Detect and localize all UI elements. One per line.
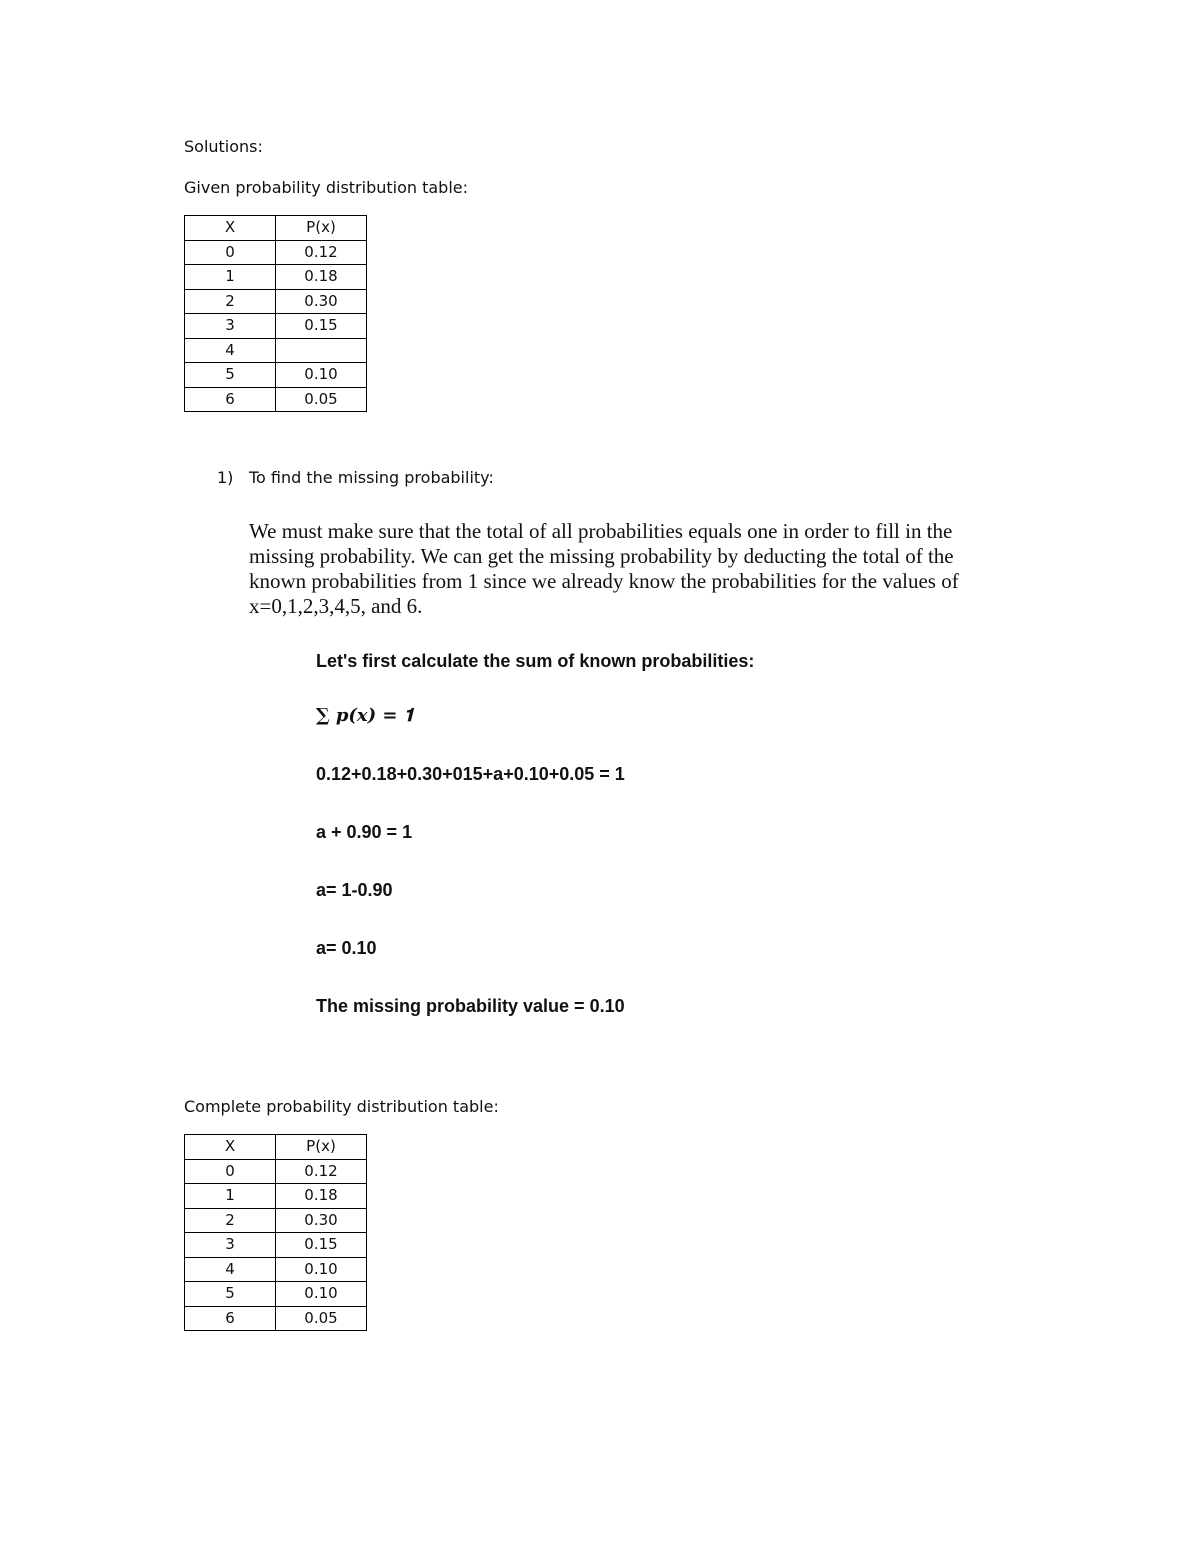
explanation-paragraph bbox=[249, 519, 1049, 619]
x-cell: 4 bbox=[185, 338, 276, 363]
step-title: To find the missing probability: bbox=[249, 468, 494, 487]
x-cell: 3 bbox=[185, 314, 276, 339]
step-number: 1) bbox=[217, 468, 234, 487]
table-row bbox=[185, 265, 367, 290]
given-table-label: Given probability distribution table: bbox=[184, 178, 469, 197]
x-cell: 2 bbox=[185, 289, 276, 314]
paragraph-line: missing probability. We can get the missing probability by deducting the total of the bbox=[249, 544, 954, 568]
x-cell: 2 bbox=[185, 1208, 276, 1233]
x-cell: 1 bbox=[185, 1184, 276, 1209]
x-cell: 5 bbox=[185, 363, 276, 388]
px-cell: 0.18 bbox=[276, 1184, 367, 1209]
px-cell: 0.15 bbox=[276, 1233, 367, 1258]
table-row bbox=[185, 1233, 367, 1258]
calc-intro: Let's first calculate the sum of known probabilities: bbox=[316, 651, 755, 671]
solutions-heading: Solutions: bbox=[184, 137, 263, 156]
table-row bbox=[185, 387, 367, 412]
table-row bbox=[185, 1282, 367, 1307]
result-statement: The missing probability value = 0.10 bbox=[316, 996, 625, 1016]
px-cell: 0.10 bbox=[276, 1257, 367, 1282]
px-cell-missing bbox=[276, 338, 367, 363]
table-header-row bbox=[185, 1135, 367, 1160]
sum-formula: ∑ 𝒑(𝒙) = 𝟏 bbox=[316, 705, 414, 726]
px-cell: 0.05 bbox=[276, 1306, 367, 1331]
equation-simplified: a + 0.90 = 1 bbox=[316, 822, 413, 842]
complete-probability-table bbox=[184, 1134, 367, 1331]
x-cell: 1 bbox=[185, 265, 276, 290]
column-header-x: X bbox=[185, 1135, 276, 1160]
px-cell: 0.12 bbox=[276, 1159, 367, 1184]
px-cell: 0.10 bbox=[276, 363, 367, 388]
x-cell: 6 bbox=[185, 1306, 276, 1331]
equation-sum: 0.12+0.18+0.30+015+a+0.10+0.05 = 1 bbox=[316, 764, 625, 784]
table-row bbox=[185, 1257, 367, 1282]
table-row bbox=[185, 363, 367, 388]
table-row bbox=[185, 314, 367, 339]
px-cell: 0.15 bbox=[276, 314, 367, 339]
table-row bbox=[185, 1184, 367, 1209]
column-header-px: P(x) bbox=[276, 216, 367, 241]
table-row bbox=[185, 338, 367, 363]
px-cell: 0.05 bbox=[276, 387, 367, 412]
table-header-row bbox=[185, 216, 367, 241]
x-cell: 0 bbox=[185, 240, 276, 265]
table-row bbox=[185, 240, 367, 265]
x-cell: 6 bbox=[185, 387, 276, 412]
column-header-x: X bbox=[185, 216, 276, 241]
px-cell: 0.10 bbox=[276, 1282, 367, 1307]
table-row bbox=[185, 1306, 367, 1331]
x-cell: 0 bbox=[185, 1159, 276, 1184]
table-row bbox=[185, 1208, 367, 1233]
x-cell: 4 bbox=[185, 1257, 276, 1282]
equation-answer: a= 0.10 bbox=[316, 938, 377, 958]
px-cell: 0.30 bbox=[276, 1208, 367, 1233]
paragraph-line: We must make sure that the total of all probabilities equals one in order to fill in the bbox=[249, 519, 953, 543]
x-cell: 5 bbox=[185, 1282, 276, 1307]
px-cell: 0.12 bbox=[276, 240, 367, 265]
given-probability-table bbox=[184, 215, 367, 412]
x-cell: 3 bbox=[185, 1233, 276, 1258]
table-row bbox=[185, 289, 367, 314]
px-cell: 0.18 bbox=[276, 265, 367, 290]
paragraph-line: x=0,1,2,3,4,5, and 6. bbox=[249, 594, 423, 618]
px-cell: 0.30 bbox=[276, 289, 367, 314]
table-row bbox=[185, 1159, 367, 1184]
equation-subtract: a= 1-0.90 bbox=[316, 880, 393, 900]
complete-table-label: Complete probability distribution table: bbox=[184, 1097, 499, 1116]
paragraph-line: known probabilities from 1 since we already know the probabilities for the values of bbox=[249, 569, 959, 593]
column-header-px: P(x) bbox=[276, 1135, 367, 1160]
